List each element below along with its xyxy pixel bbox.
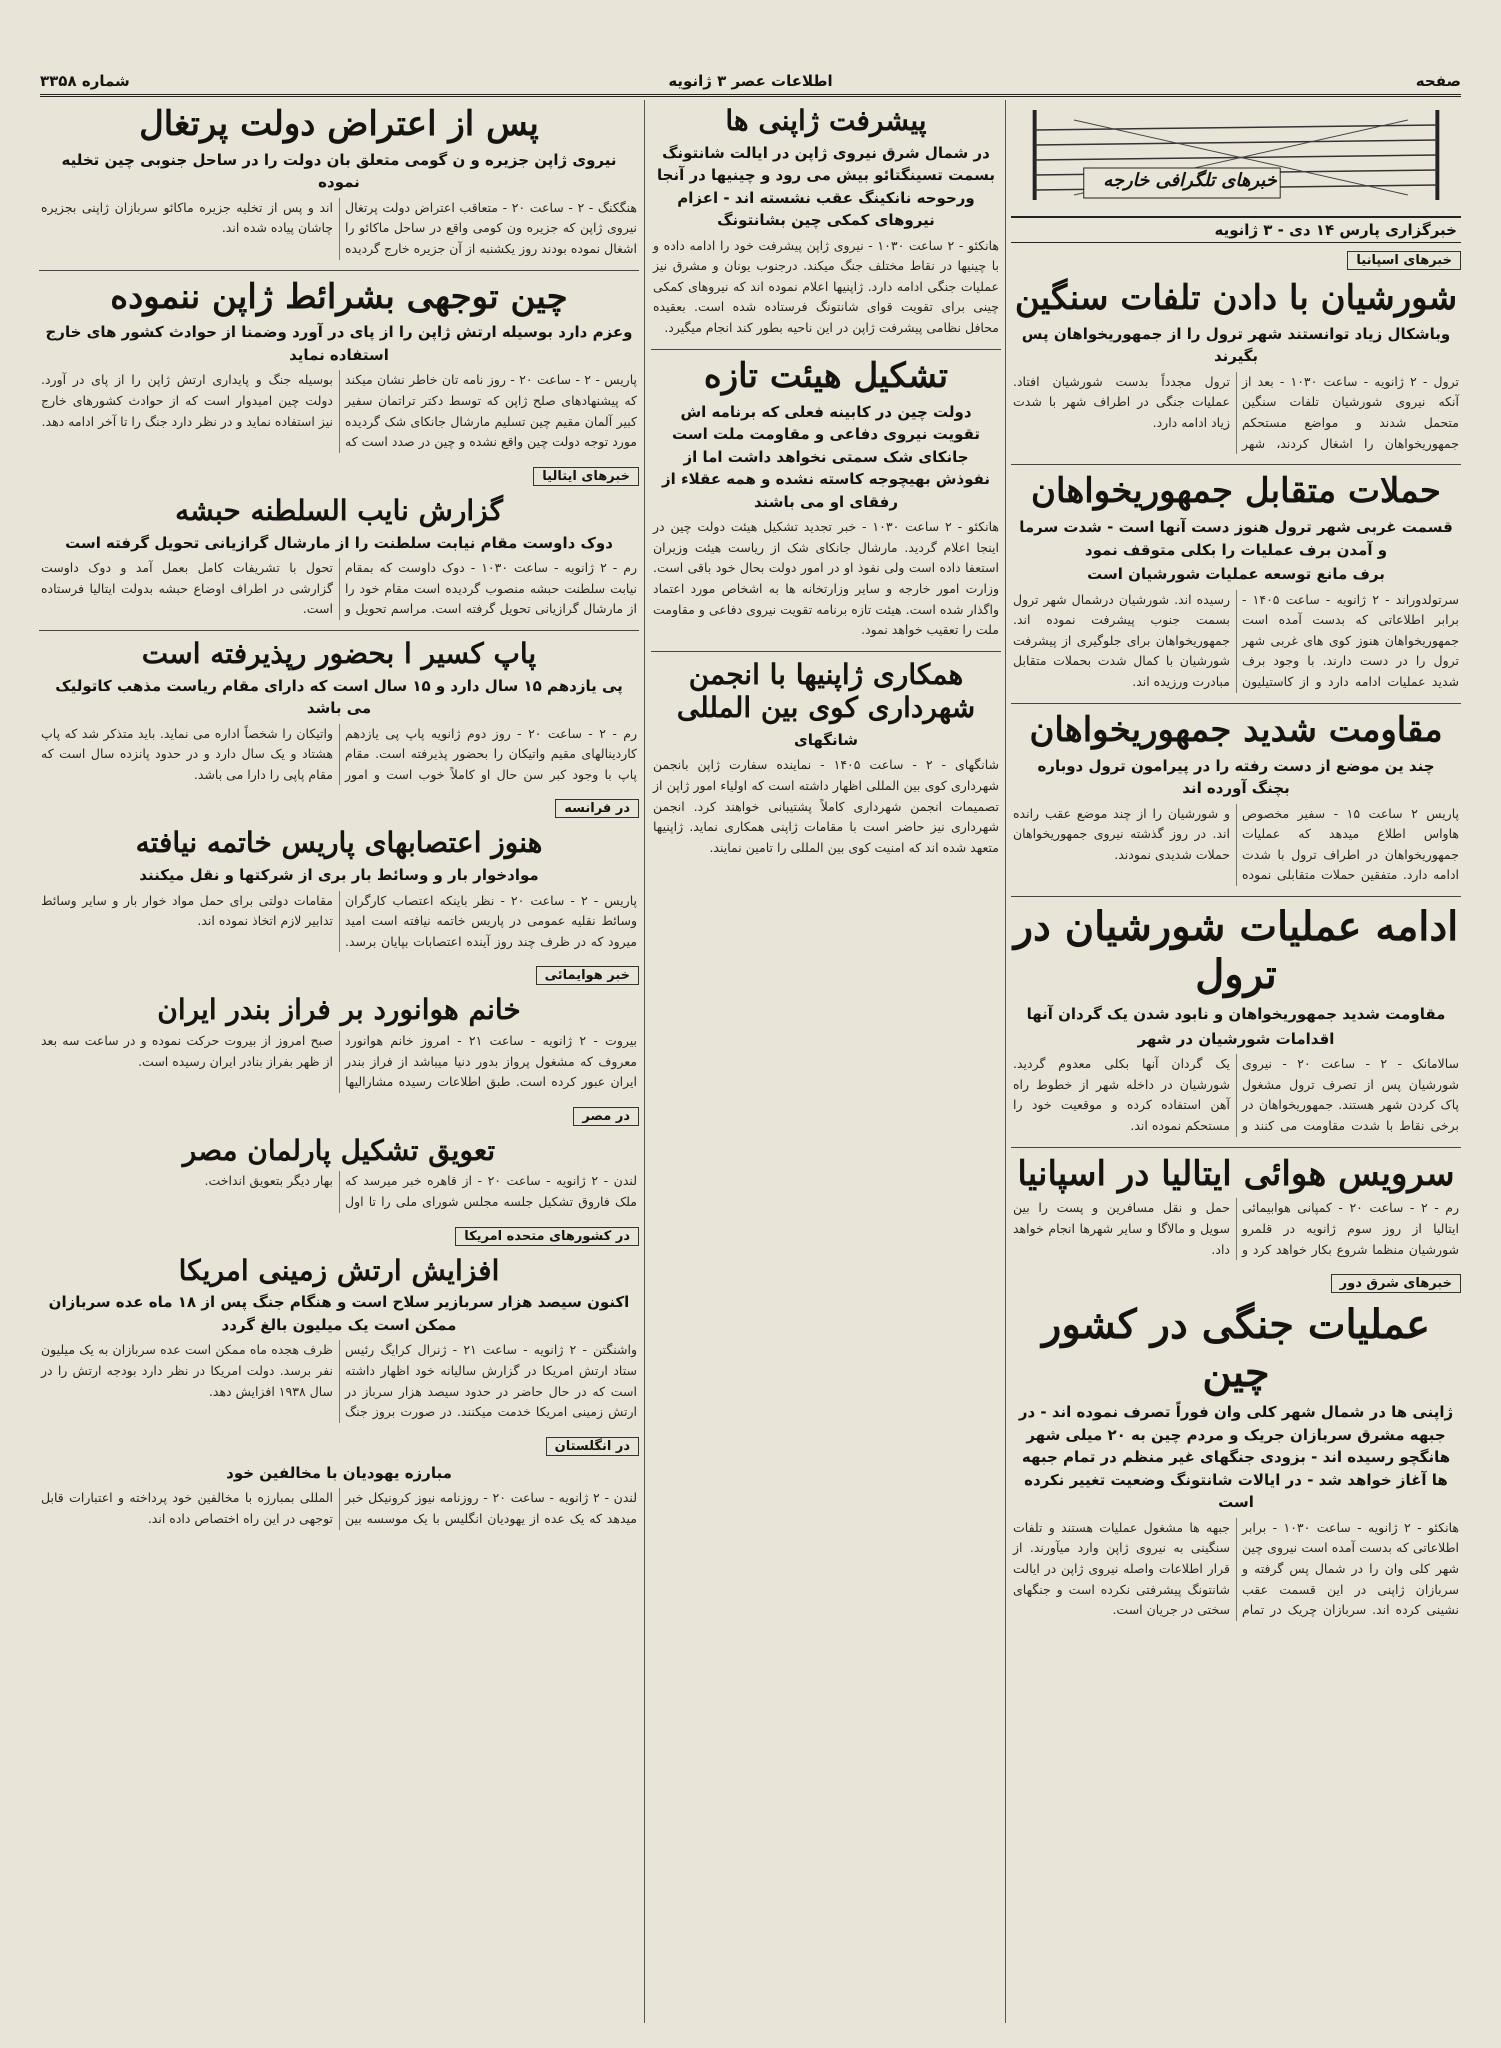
- headline: عملیات جنگی در کشور چین: [1042, 1301, 1430, 1397]
- divider: [39, 630, 639, 631]
- headline: گزارش نایب السلطنه حبشه: [175, 493, 503, 527]
- article-paris-strikes: [39, 826, 639, 952]
- section-egypt: در مصر: [573, 1107, 639, 1126]
- article-body: بیروت - ۲ ژانویه - ساعت ۲۱ - امروز خانم هوانورد معروف که مشغول پرواز بدور دنیا میباشد از فراز بندر ایران عبور کرده است. طبق اطلاعات رسیده مشارالیها صبح امروز از بیروت حرکت نموده و در ساعت سه بعد از ظهر بفراز بنادر ایران رسیده است.: [41, 1032, 638, 1090]
- section-aviation: خبر هوایمائی: [536, 966, 639, 985]
- article-jews-england: [39, 1462, 639, 1530]
- telegraph-lines-icon: [1015, 100, 1457, 210]
- subheadline-2: اقدامات شورشیان در شهر: [1137, 1029, 1335, 1048]
- article-teruel-operations: [1011, 903, 1461, 1137]
- dateline: خبرگزاری پارس ۱۴ دی - ۳ ژانویه: [1011, 216, 1461, 243]
- subheadline: موادخوار بار و وسائط بار بری از شرکتها و نقل میکنند: [139, 866, 539, 884]
- article-body: پاریس ۲ ساعت ۱۵ - سفیر مخصوص هاواس اطلاع میدهد که عملیات جمهوریخواهان در اطراف ترول با شدت ادامه دارد. متفقین حملات متقابلی نموده و شورشیان را از چند موضع عقب رانده اند. در روز گذشته نیروی جمهوریخواهان حملات شدیدی نمودند.: [1013, 805, 1460, 883]
- article-body: لندن - ۲ ژانویه - ساعت ۲۰ - از قاهره خبر میرسد که ملک فاروق تشکیل جلسه مجلس شورای ملی را تا اول بهار دیگر بتعویق انداخت.: [204, 1173, 638, 1210]
- middle-column: [651, 100, 1001, 2028]
- section-italy: خبرهای ایتالیا: [533, 467, 639, 486]
- article-body: سالامانک - ۲ - ساعت ۲۰ - نیروی شورشیان پس از تصرف ترول مشغول پاک کردن شهر هستند. جمهوریخواهان در برخی نقاط با شدت مقاومت می کنند و یک گردان آنها بکلی معدوم گردید. شورشیان در داخله شهر از خطوط راه آهن استفاده کرده و موقعیت خود را مستحکم نموده اند.: [1013, 1056, 1459, 1133]
- right-column: [1011, 100, 1461, 2028]
- subheadline: ژاپنی ها در شمال شهر کلی وان فوراً تصرف نموده اند - در جبهه مشرق سربازان جریک و مردم چین به ۲۰ میلی شهر هانگچو رسیده اند - بزودی جنگهای غیر منظم در تمام جبهه ها آغاز خواهد شد - در ایالات شانتونگ وضعیت تغییر نکرده است: [1018, 1403, 1454, 1512]
- subheadline: نیروی ژاپن جزیره و ن گومی متعلق بان دولت را در ساحل جنوبی چین تخلیه نموده: [61, 150, 617, 192]
- article-ethiopia-viceroy: [39, 494, 639, 620]
- subheadline: در شمال شرق نیروی ژاپن در ایالت شانتونگ بسمت تسینگتائو بیش می رود و چینیها در آنجا ورحوحه نانکینگ عقب نشسته اند - اعزام نیروهای کمکی چین بشانتونگ: [657, 143, 995, 230]
- headline: خانم هوانورد بر فراز بندر ایران: [157, 993, 521, 1027]
- divider: [651, 349, 1001, 350]
- article-body: شانگهای - ۲ - ساعت ۱۴۰۵ - نماینده سفارت ژاپن بانجمن شهرداری کوی بین المللی اظهار داشته است که اولیاء امور ژاپن از تصمیمات انجمن شهرداری کاملاً پشتیبانی خواهند کرد. انجمن شهرداری نیز حاضر است با مقامات ژاپنی همکاری نماید. ژاپنیها متعهد شده اند که امنیت کوی بین المللی را تامین نمایند.: [653, 757, 1000, 855]
- article-egypt-parliament: [39, 1134, 639, 1213]
- divider: [1011, 1147, 1461, 1148]
- article-shanghai-cooperation: [651, 658, 1001, 859]
- page-label: صفحه: [1415, 72, 1461, 90]
- article-china-rejects-terms: [39, 277, 639, 453]
- divider: [1011, 464, 1461, 465]
- headline: پیشرفت ژاپنی ها: [725, 104, 927, 137]
- subheadline: پی یازدهم ۱۵ سال دارد و ۱۵ سال است که دارای مقام ریاست مذهب کاتولیک می باشد: [55, 676, 623, 718]
- article-body: رم - ۲ ژانویه - ساعت ۱۰۳۰ - دوک داوست که بمقام نیابت سلطنت حبشه منصوب گردیده است مقام خود را از مارشال گرازیانی تحویل گرفته است. مراسم تحویل و تحول با تشریفات کامل بعمل آمد و دوک داوست گزارشی در اطراف اوضاع حبشه بدولت ایتالیا فرستاده است.: [41, 560, 637, 617]
- subheadline: دولت چین در کابینه فعلی که برنامه اش تقویت نیروی دفاعی و مقاومت ملت است جانکای شک سمتی نخواهد داشت اما از نفوذش بهیچوجه کاسته نشده و همه عقلاء از رفقای او می باشند: [661, 402, 991, 511]
- subheadline: اکنون سیصد هزار سربازیر سلاح است و هنگام جنگ پس از ۱۸ ماه عده سربازان ممکن است یک میلیون بالغ گردد: [48, 1293, 630, 1334]
- headline: مقاومت شدید جمهوریخواهان: [1029, 709, 1443, 750]
- newspaper-title-date: اطلاعات عصر ۳ ژانویه: [668, 72, 833, 90]
- article-china-war: [1011, 1301, 1461, 1621]
- divider: [651, 651, 1001, 652]
- headline: افزایش ارتش زمینی امریکا: [178, 1253, 500, 1287]
- article-body: هانکئو - ۲ ژانویه - ساعت ۱۰۳۰ - برابر اطلاعاتی که بدست آمده است نیروی چین شهر کلی وان را در شمال پس گرفته و سربازان ژاپنی در این قسمت عقب نشینی کرده اند. سربازان چریک در تمام جبهه ها مشغول عملیات هستند و تلفات سنگینی به نیروی ژاپن وارد میآورند. از قرار اطلاعات واصله نیروی ژاپن در ایالت شانتونگ پیشرفتی نکرده است و جنگهای سختی در جریان است.: [1013, 1519, 1459, 1618]
- headline: همکاری ژاپنیها با انجمن شهرداری کوی بین المللی: [676, 657, 976, 725]
- article-pope: [39, 637, 639, 785]
- headline: پس از اعتراض دولت پرتغال: [139, 104, 539, 144]
- article-teruel-capture: [1011, 278, 1461, 454]
- left-column: [39, 100, 639, 2028]
- headline: مبارزه یهودیان با مخالفین خود: [226, 1463, 452, 1482]
- headline: سرویس هوائی ایتالیا در اسپانیا: [1017, 1153, 1455, 1194]
- subheadline: وباشکال زیاد توانستند شهر ترول را از جمهوریخواهان پس بگیرند: [1021, 324, 1451, 366]
- headline: تعویق تشکیل پارلمان مصر: [182, 1133, 496, 1167]
- headline: حملات متقابل جمهوریخواهان: [1031, 471, 1441, 512]
- subheadline: شانگهای: [793, 730, 859, 749]
- divider: [1011, 703, 1461, 704]
- issue-number: شماره ۳۳۵۸: [40, 72, 130, 90]
- subheadline: دوک داوست مقام نیابت سلطنت را از مارشال گرازیانی تحویل گرفته است: [65, 533, 613, 552]
- section-france: در فرانسه: [555, 799, 639, 818]
- divider: [39, 270, 639, 271]
- section-spain: خبرهای اسپانیا: [1347, 251, 1461, 270]
- masthead: [40, 68, 1461, 97]
- article-body: سرتولدوراند - ۲ ژانویه - ساعت ۱۴۰۵ - برابر اطلاعاتی که بدست آمده است جمهوریخواهان هنوز کوی های غربی شهر ترول را در دست دارند. با وجود برف شدید عملیات ادامه دارد و از کاستیلیون رسیده اند. شورشیان درشمال شهر ترول بسمت جنوب پیشرفت نموده اند. جمهوریخواهان برای جلوگیری از پیشرفت شورشیان با کمال شدت بحملات متقابل مبادرت ورزیده اند.: [1013, 591, 1460, 690]
- subheadline: مقاومت شدید جمهوریخواهان و نابود شدن یک گردان آنها: [1026, 1005, 1446, 1024]
- article-body: لندن - ۲ ژانویه - ساعت ۲۰ - روزنامه نیوز کرونیکل خبر میدهد که یک عده از یهودیان انگلیس با یک موسسه بین المللی بمبارزه با مخالفین خود پرداخته و اعتبارات قابل توجهی در این راه اختصاص داده اند.: [41, 1490, 638, 1526]
- article-japanese-advance: [651, 104, 1001, 339]
- divider: [1011, 896, 1461, 897]
- column-rule: [644, 100, 645, 2023]
- column-rule: [1005, 100, 1006, 2023]
- article-us-army: [39, 1254, 639, 1423]
- article-body: رم - ۲ - ساعت ۲۰ - روز دوم ژانویه پاپ پی یازدهم کاردینالهای مقیم واتیکان را بحضور پذیرفته است. مقام پاپ با وجود کبر سن حال او کاملاً خوب است و امور واتیکان را شخصاً اداره می نماید. باید متذکر شد که پاپ هشتاد و یک سال دارد و در حدود پانزده سال است که مقام پاپی را دارا می باشد.: [41, 725, 638, 782]
- logo-title: خبرهای تلگرافی خارجه: [1103, 170, 1277, 191]
- headline: هنوز اعتصابهای پاریس خاتمه نیافته: [135, 826, 543, 860]
- subheadline-2: برف مانع توسعه عملیات شورشیان است: [1087, 565, 1385, 584]
- subheadline: وعزم دارد بوسیله ارتش ژاپن را از پای در آورد وضمنا از حوادث کشور های خارج استفاده نماید: [45, 323, 633, 364]
- article-body: پاریس - ۲ - ساعت ۲۰ - روز نامه تان خاطر نشان میکند که پیشنهادهای صلح ژاپن که توسط دکتر تراتمان سفیر کبیر آلمان مقیم چین تسلیم مارشال جانکای شک گردیده مورد توجه دولت چین واقع نشده و چین در صدد است که بوسیله جنگ و پایداری ارتش ژاپن را از پای در آورد. دولت چین امیدوار است که از حوادث کشورهای خارج نیز استفاده نماید و در نظر دارد جنگ را تا آخر ادامه دهد.: [41, 372, 637, 450]
- article-aviatrix-iran: [39, 993, 639, 1092]
- article-body: ترول - ۲ ژانویه - ساعت ۱۰۳۰ - بعد از آنکه نیروی شورشیان تلفات سنگین متحمل شدند و مواضع مستحکم جمهوریخواهان را اشغال کردند، شهر ترول مجدداً بدست شورشیان افتاد. عملیات جنگی در اطراف شهر با شدت زیاد ادامه دارد.: [1013, 373, 1459, 451]
- foreign-news-logo: [1015, 100, 1457, 210]
- headline: ادامه عملیات شورشیان در ترول: [1013, 903, 1459, 999]
- article-portugal-protest: [39, 104, 639, 260]
- article-strong-resistance: [1011, 710, 1461, 886]
- article-italian-air-service: [1011, 1154, 1461, 1261]
- article-body: واشنگتن - ۲ ژانویه - ساعت ۲۱ - ژنرال کرایگ رئیس ستاد ارتش امریکا در گزارش سالیانه خود اظهار داشته است که در حال حاضر در حدود سیصد هزار سرباز در ارتش زمینی امریکا خدمت میکنند. در صورت بروز جنگ ظرف هجده ماه ممکن است عده سربازان به یک میلیون نفر برسد. دولت امریکا در نظر دارد بودجه ارتش را در سال ۱۹۳۸ افزایش دهد.: [41, 1342, 637, 1420]
- section-england: در انگلستان: [546, 1437, 639, 1456]
- subheadline: قسمت غربی شهر ترول هنوز دست آنها است - شدت سرما و آمدن برف عملیات را بکلی متوقف نمود: [1019, 518, 1453, 559]
- headline: پاپ کسیر ا بحضور رپذیرفته است: [141, 636, 537, 670]
- subheadline: چند ین موضع از دست رفته را در پیرامون ترول دوباره بچنگ آورده اند: [1037, 756, 1435, 798]
- article-counter-attacks: [1011, 471, 1461, 692]
- article-body: هانکئو - ۲ ساعت ۱۰۳۰ - نیروی ژاپن پیشرفت خود را ادامه داده و با چینیها در نقاط مختلف جنگ میکند. درجنوب یونان و مشرق نیز عملیات جنگی ادامه دارد. ژاپنیها اعلام نموده اند که نیروهای کمکی چینی برای تقویت قوای شانتونگ فرستاده شده است. بعقیده محافل نظامی پیشرفت ژاپن در این ناحیه بطور کند انجام میگیرد.: [653, 237, 999, 336]
- section-usa: در کشورهای متحده امریکا: [455, 1227, 639, 1246]
- headline: تشکیل هیئت تازه: [703, 355, 949, 396]
- article-body: رم - ۲ - ساعت ۲۰ - کمپانی هوابیمائی ایتالیا از روز سوم ژانویه در قلمرو شورشیان منظما شروع بکار خواهد کرد و حمل و نقل مسافرین و پست را بین سویل و مالاگا و سایر شهرها انجام خواهد داد.: [1013, 1200, 1460, 1257]
- article-new-cabinet: [651, 356, 1001, 641]
- article-body: هانکئو - ۲ ساعت ۱۰۳۰ - خبر تجدید تشکیل هیئت دولت چین در اینجا اعلام گردید. مارشال جانکای شک از ریاست هیئت وزیران استعفا داده است ولی نفوذ او در امور دولت بحال خود باقی است. وزارت امور خارجه و سایر وزارتخانه ها به اشخاص مورد اعتماد واگذار شده است. هیئت تازه برنامه تقویت نیروی دفاعی و مقاومت ملت را تعقیب خواهد نمود.: [653, 519, 999, 638]
- headline: چین توجهی بشرائط ژاپن ننموده: [110, 276, 568, 317]
- article-body: پاریس - ۲ - ساعت ۲۰ - نظر باینکه اعتصاب کارگران وسائط نقلیه عمومی در پاریس خاتمه نیافته است امید میرود که در ظرف چند روز آینده اعتصابات بپایان برسد. مقامات دولتی برای حمل مواد خوار بار و سایر وسائط تدابیر لازم اتخاذ نموده اند.: [41, 892, 637, 949]
- article-body: هنگکنگ - ۲ - ساعت ۲۰ - متعاقب اعتراض دولت پرتغال نیروی ژاپن که جزیره ون کومی واقع در ساحل ماکائو را اشغال نموده بودند روز یکشنبه از آن جزیره خارج گردیده اند و پس از تخلیه جزیره ماکائو سربازان ژاپنی بجزیره چاشان پیاده شده اند.: [41, 199, 637, 257]
- section-far-east: خبرهای شرق دور: [1331, 1274, 1461, 1293]
- headline: شورشیان با دادن تلفات سنگین: [1014, 278, 1458, 318]
